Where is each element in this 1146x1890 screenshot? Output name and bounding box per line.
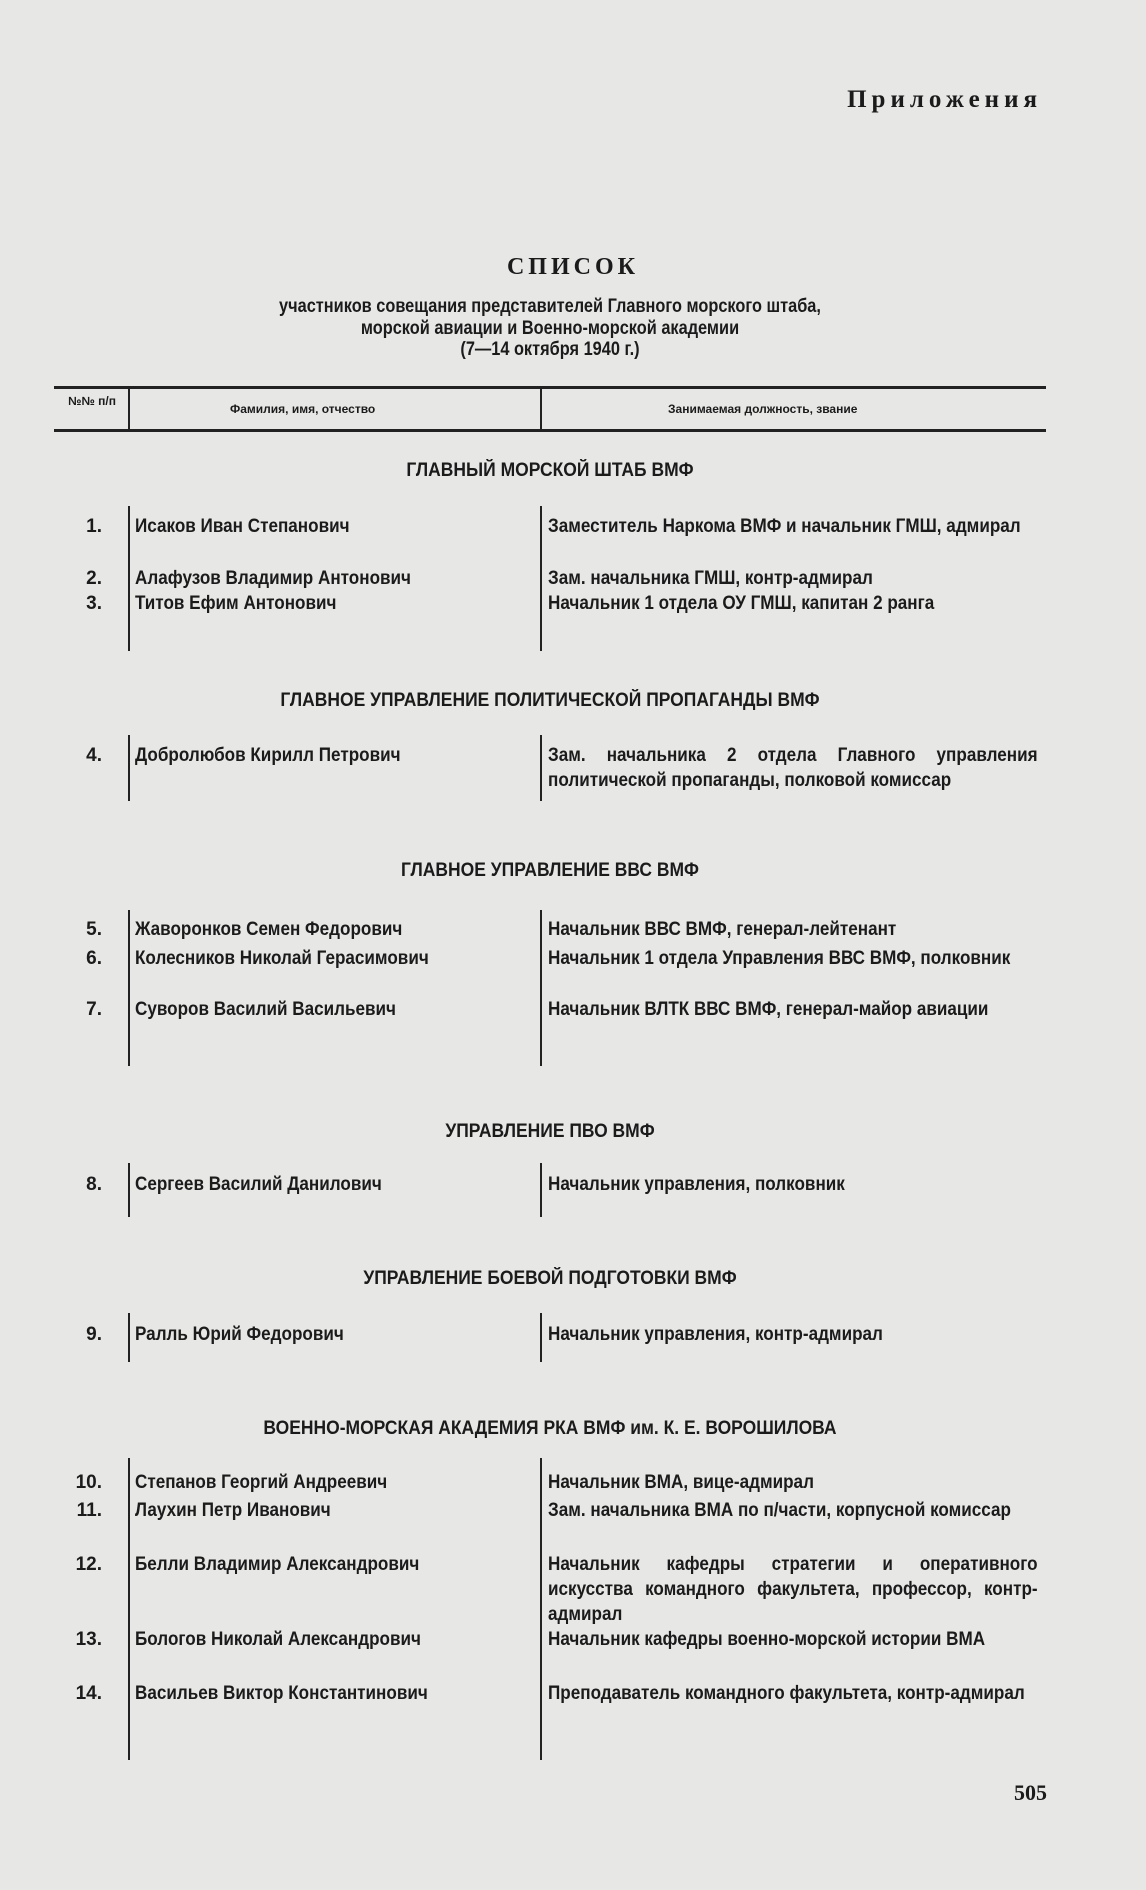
column-divider xyxy=(128,910,130,1066)
row-position: Зам. начальника ВМА по п/части, корпусной комиссар xyxy=(548,1500,1011,1521)
row-name: Жаворонков Семен Федорович xyxy=(135,919,403,940)
table-header-rule xyxy=(54,429,1046,432)
column-divider xyxy=(540,1163,542,1217)
row-number: 8. xyxy=(86,1174,102,1195)
document-subtitle-line: участников совещания представителей Главного морского штаба, xyxy=(279,296,821,317)
row-name: Суворов Василий Васильевич xyxy=(135,999,396,1020)
row-name: Лаухин Петр Иванович xyxy=(135,1500,331,1521)
column-divider xyxy=(128,735,130,801)
row-name: Титов Ефим Антонович xyxy=(135,593,337,614)
section-title: ВОЕННО-МОРСКАЯ АКАДЕМИЯ РКА ВМФ им. К. Е. ВОРОШИЛОВА xyxy=(263,1418,837,1439)
column-header-number: №№ п/п xyxy=(68,394,116,408)
row-name: Васильев Виктор Константинович xyxy=(135,1683,428,1704)
appendix-heading: Приложения xyxy=(847,86,1042,113)
row-name: Степанов Георгий Андреевич xyxy=(135,1472,388,1493)
row-number: 6. xyxy=(86,948,102,969)
row-position: Начальник управления, полковник xyxy=(548,1174,845,1195)
section-title: ГЛАВНЫЙ МОРСКОЙ ШТАБ ВМФ xyxy=(406,460,694,481)
row-position: Начальник ВЛТК ВВС ВМФ, генерал-майор авиации xyxy=(548,999,989,1020)
column-header-position: Занимаемая должность, звание xyxy=(668,402,858,416)
column-divider xyxy=(540,388,542,430)
column-divider xyxy=(540,910,542,1066)
row-name: Колесников Николай Герасимович xyxy=(135,948,429,969)
row-name: Исаков Иван Степанович xyxy=(135,516,350,537)
row-name: Ралль Юрий Федорович xyxy=(135,1324,344,1345)
row-name: Белли Владимир Александрович xyxy=(135,1554,420,1575)
row-number: 7. xyxy=(86,999,102,1020)
column-divider xyxy=(540,506,542,651)
row-position: Преподаватель командного факультета, контр-адмирал xyxy=(548,1683,1025,1704)
column-divider xyxy=(128,506,130,651)
column-divider xyxy=(128,1458,130,1760)
row-position: Начальник ВМА, вице-адмирал xyxy=(548,1472,814,1493)
row-number: 9. xyxy=(86,1324,102,1345)
row-number: 11. xyxy=(76,1500,102,1521)
row-position: Зам. начальника ГМШ, контр-адмирал xyxy=(548,568,873,589)
row-position: Начальник кафедры стратегии и оперативного искусства командного факультета, профессор, контр-адмирал xyxy=(548,1554,1038,1625)
row-number: 5. xyxy=(86,919,102,940)
row-position: Начальник 1 отдела ОУ ГМШ, капитан 2 ранга xyxy=(548,593,935,614)
section-title: ГЛАВНОЕ УПРАВЛЕНИЕ ВВС ВМФ xyxy=(401,860,699,881)
row-number: 1. xyxy=(86,516,102,537)
row-name: Добролюбов Кирилл Петрович xyxy=(135,745,401,766)
row-position: Начальник кафедры военно-морской истории ВМА xyxy=(548,1629,986,1650)
column-divider xyxy=(128,1163,130,1217)
row-position: Зам. начальника 2 отдела Главного управления политической пропаганды, полковой комиссар xyxy=(548,745,1038,791)
row-position: Заместитель Наркома ВМФ и начальник ГМШ, адмирал xyxy=(548,516,1021,537)
row-number: 14. xyxy=(75,1683,102,1704)
row-number: 4. xyxy=(86,745,102,766)
column-divider xyxy=(540,735,542,801)
row-position: Начальник 1 отдела Управления ВВС ВМФ, полковник xyxy=(548,948,1011,969)
document-title: СПИСОК xyxy=(506,254,640,280)
row-position: Начальник управления, контр-адмирал xyxy=(548,1324,883,1345)
row-name: Сергеев Василий Данилович xyxy=(135,1174,382,1195)
column-divider xyxy=(540,1313,542,1362)
row-number: 12. xyxy=(75,1554,102,1575)
column-divider xyxy=(128,1313,130,1362)
table-top-rule xyxy=(54,386,1046,389)
row-number: 3. xyxy=(86,593,102,614)
document-subtitle-line: морской авиации и Военно-морской академии xyxy=(360,318,740,339)
section-title: ГЛАВНОЕ УПРАВЛЕНИЕ ПОЛИТИЧЕСКОЙ ПРОПАГАНДЫ ВМФ xyxy=(280,690,820,711)
document-subtitle-line: (7—14 октября 1940 г.) xyxy=(460,339,640,360)
column-header-name: Фамилия, имя, отчество xyxy=(230,402,376,416)
section-title: УПРАВЛЕНИЕ ПВО ВМФ xyxy=(445,1121,655,1142)
row-name: Бологов Николай Александрович xyxy=(135,1629,421,1650)
row-number: 13. xyxy=(75,1629,102,1650)
page-number: 505 xyxy=(1014,1780,1047,1805)
row-number: 10. xyxy=(75,1472,102,1493)
row-position: Начальник ВВС ВМФ, генерал-лейтенант xyxy=(548,919,897,940)
row-number: 2. xyxy=(86,568,102,589)
column-divider xyxy=(128,388,130,430)
section-title: УПРАВЛЕНИЕ БОЕВОЙ ПОДГОТОВКИ ВМФ xyxy=(363,1268,737,1289)
row-name: Алафузов Владимир Антонович xyxy=(135,568,411,589)
column-divider xyxy=(540,1458,542,1760)
